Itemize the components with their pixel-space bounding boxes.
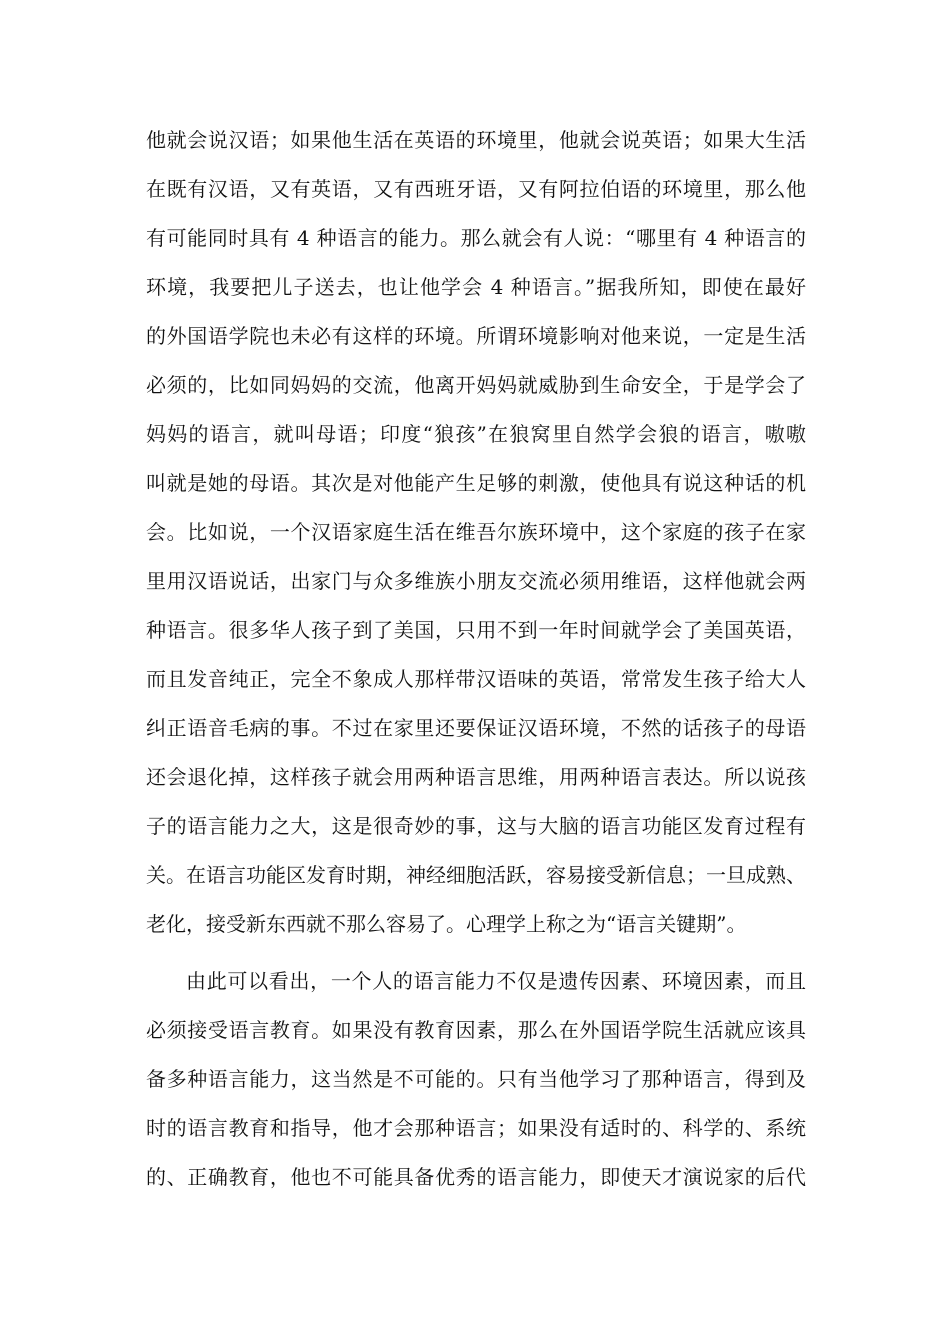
text-line: 的、正确教育，他也不可能具备优秀的语言能力，即使天才演说家的后代 xyxy=(146,1165,806,1189)
text-line: 种语言。很多华人孩子到了美国，只用不到一年时间就学会了美国英语， xyxy=(146,618,806,642)
text-line: 里用汉语说话，出家门与众多维族小朋友交流必须用维语，这样他就会两 xyxy=(146,569,806,593)
text-line: 在既有汉语，又有英语，又有西班牙语，又有阿拉伯语的环境里，那么他 xyxy=(146,177,806,201)
text-line: 还会退化掉，这样孩子就会用两种语言思维，用两种语言表达。所以说孩 xyxy=(146,765,806,789)
text-line: 而且发音纯正，完全不象成人那样带汉语味的英语，常常发生孩子给大人 xyxy=(146,667,806,691)
text-line: 必须的，比如同妈妈的交流，他离开妈妈就威胁到生命安全，于是学会了 xyxy=(146,373,806,397)
text-line: 的外国语学院也未必有这样的环境。所谓环境影响对他来说，一定是生活 xyxy=(146,324,806,348)
text-line: 他就会说汉语；如果他生活在英语的环境里，他就会说英语；如果大生活 xyxy=(146,128,806,152)
text-line: 老化，接受新东西就不那么容易了。心理学上称之为“语言关键期”。 xyxy=(146,912,747,936)
text-line: 纠正语音毛病的事。不过在家里还要保证汉语环境，不然的话孩子的母语 xyxy=(146,716,806,740)
text-line: 叫就是她的母语。其次是对他能产生足够的刺激，使他具有说这种话的机 xyxy=(146,471,806,495)
text-line: 妈妈的语言，就叫母语；印度“狼孩”在狼窝里自然学会狼的语言，嗷嗷 xyxy=(146,422,806,446)
text-line: 由此可以看出，一个人的语言能力不仅是遗传因素、环境因素，而且 xyxy=(186,969,806,993)
text-line: 必须接受语言教育。如果没有教育因素，那么在外国语学院生活就应该具 xyxy=(146,1018,806,1042)
text-line: 子的语言能力之大，这是很奇妙的事，这与大脑的语言功能区发育过程有 xyxy=(146,814,806,838)
text-line: 时的语言教育和指导，他才会那种语言；如果没有适时的、科学的、系统 xyxy=(146,1116,806,1140)
text-line: 会。比如说，一个汉语家庭生活在维吾尔族环境中，这个家庭的孩子在家 xyxy=(146,520,806,544)
text-line: 备多种语言能力，这当然是不可能的。只有当他学习了那种语言，得到及 xyxy=(146,1067,806,1091)
text-line: 关。在语言功能区发育时期，神经细胞活跃，容易接受新信息；一旦成熟、 xyxy=(146,863,806,887)
text-line: 环境，我要把儿子送去，也让他学会 4 种语言。”据我所知，即使在最好 xyxy=(146,275,806,299)
text-line: 有可能同时具有 4 种语言的能力。那么就会有人说：“哪里有 4 种语言的 xyxy=(146,226,806,250)
